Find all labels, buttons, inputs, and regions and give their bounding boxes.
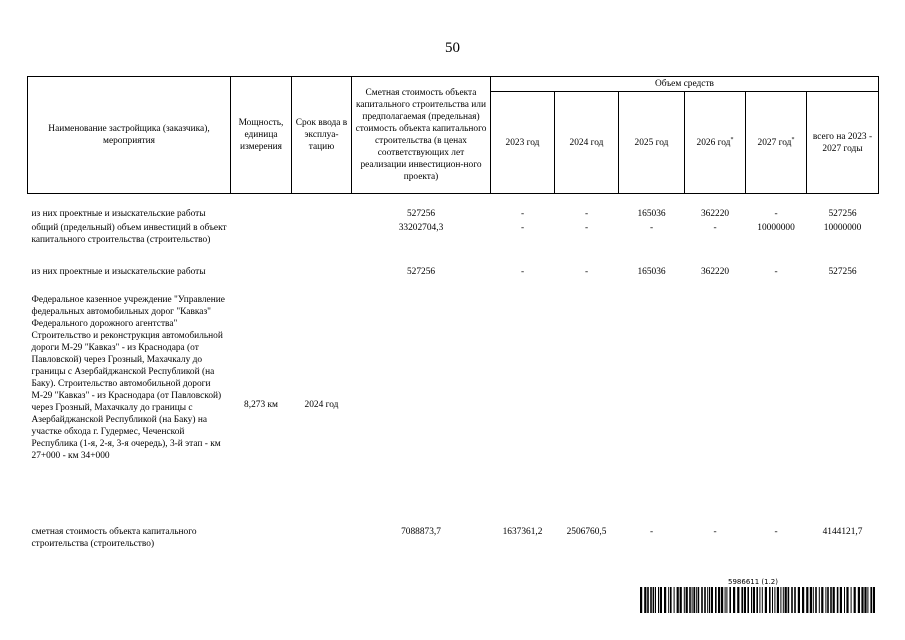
- header-total: всего на 2023 - 2027 годы: [807, 92, 879, 194]
- barcode-bar: [698, 587, 700, 613]
- barcode-bar: [658, 587, 659, 613]
- row-cost: [352, 294, 491, 516]
- barcode-bar: [718, 587, 720, 613]
- row-value: [555, 294, 619, 516]
- barcode-bar: [668, 587, 669, 613]
- barcode-bar: [830, 587, 832, 613]
- barcode-bar: [680, 587, 682, 613]
- barcode-bar: [762, 587, 763, 613]
- barcode-label: 5986611 (1.2): [728, 578, 778, 586]
- barcode-bar: [759, 587, 760, 613]
- barcode-bar: [788, 587, 790, 613]
- barcode-bar: [861, 587, 863, 613]
- barcode-bar: [751, 587, 752, 613]
- row-cost: 527256: [406, 266, 436, 277]
- barcode-bar: [733, 587, 735, 613]
- row-name: из них проектные и изыскательские работы: [31, 266, 206, 277]
- barcode-bar: [833, 587, 835, 613]
- barcode-bar: [726, 587, 727, 613]
- header-volume: Объем средств: [491, 77, 879, 92]
- barcode-bar: [693, 587, 695, 613]
- barcode-bar: [791, 587, 793, 613]
- barcode-bar: [802, 587, 804, 613]
- row-capacity: [231, 516, 292, 550]
- row-value: -: [584, 266, 589, 277]
- barcode-bar: [704, 587, 706, 613]
- barcode-bar: [815, 587, 817, 613]
- barcode-bar: [819, 587, 820, 613]
- barcode-bar: [677, 587, 679, 613]
- barcode-bar: [813, 587, 814, 613]
- barcode-bar: [858, 587, 860, 613]
- row-capacity: [231, 266, 292, 294]
- table-header: [28, 77, 879, 194]
- barcode-bar: [709, 587, 710, 613]
- barcode-bar: [837, 587, 839, 613]
- barcode-bar: [660, 587, 662, 613]
- table-body: [28, 194, 879, 550]
- header-year-2024: 2024 год: [555, 92, 619, 194]
- row-value: 527256: [828, 209, 857, 219]
- barcode-bar: [810, 587, 812, 613]
- barcode-bar: [846, 587, 848, 613]
- footnote-marker: *: [730, 136, 734, 143]
- row-value: 165036: [637, 209, 666, 219]
- barcode: [640, 578, 877, 614]
- row-value: 10000000: [757, 222, 795, 233]
- header-year-2023: 2023 год: [491, 92, 555, 194]
- barcode-bar: [647, 587, 649, 613]
- table-row: [28, 222, 879, 266]
- row-value: -: [649, 526, 654, 537]
- barcode-bar: [653, 587, 655, 613]
- row-value: -: [649, 222, 654, 233]
- barcode-bar: [780, 587, 781, 613]
- barcode-bar: [851, 587, 852, 613]
- header-deadline: Срок ввода в эксплуа-тацию: [292, 77, 352, 194]
- barcode-bar: [644, 587, 646, 613]
- row-name: общий (предельный) объем инвестиций в объект капитального строительства (строительство): [31, 222, 227, 245]
- row-capacity: [231, 222, 292, 266]
- row-value: -: [713, 526, 717, 537]
- barcode-bar: [785, 587, 787, 613]
- row-value: -: [520, 266, 525, 277]
- barcode-bar: [670, 587, 672, 613]
- row-value: 165036: [637, 266, 666, 277]
- barcode-bar: [844, 587, 845, 613]
- row-capacity: [231, 194, 292, 222]
- budget-table: [27, 76, 879, 550]
- row-deadline: [292, 222, 352, 266]
- barcode-bar: [684, 587, 685, 613]
- barcode-bar: [747, 587, 749, 613]
- row-value: -: [774, 526, 778, 537]
- table-row: [28, 194, 879, 222]
- row-value: -: [520, 222, 525, 233]
- row-value: -: [584, 209, 589, 219]
- barcode-bar: [756, 587, 758, 613]
- row-name: сметная стоимость объекта капитального строительства (строительство): [31, 526, 197, 549]
- row-value: 527256: [828, 266, 857, 277]
- barcode-bar: [692, 587, 693, 613]
- barcode-bar: [769, 587, 771, 613]
- row-cost: 7088873,7: [401, 526, 441, 537]
- barcode-bar: [744, 587, 746, 613]
- barcode-bar: [821, 587, 823, 613]
- row-capacity: 8,273 км: [244, 399, 278, 410]
- row-value: -: [774, 266, 778, 277]
- row-value: -: [520, 209, 525, 219]
- barcode-bar: [711, 587, 713, 613]
- barcode-bar: [840, 587, 842, 613]
- barcode-bar: [772, 587, 773, 613]
- header-name: Наименование застройщика (заказчика), мероприятия: [28, 77, 231, 194]
- barcode-bar: [765, 587, 767, 613]
- header-capacity: Мощность, единица измерения: [231, 77, 292, 194]
- header-year-2025: 2025 год: [619, 92, 685, 194]
- header-cost: Сметная стоимость объекта капитального строительства или предполагаемая (предельная) стоимость объекта капитального строительства (в ценах соответствующих лет реализации инвестицион-ного проекта): [352, 77, 491, 194]
- barcode-bar: [664, 587, 666, 613]
- row-name: из них проектные и изыскательские работы: [31, 209, 206, 219]
- barcode-bar: [655, 587, 656, 613]
- row-value: 2506760,5: [566, 526, 607, 537]
- row-deadline: [292, 516, 352, 550]
- header-year-2026: 2026 год*: [685, 92, 746, 194]
- row-value: [491, 294, 555, 516]
- table-row: [28, 266, 879, 294]
- barcode-bar: [715, 587, 717, 613]
- row-value: -: [713, 222, 717, 233]
- row-deadline: 2024 год: [304, 399, 339, 410]
- barcode-bar: [777, 587, 779, 613]
- barcode-bar: [707, 587, 708, 613]
- row-value: 1637361,2: [502, 526, 543, 537]
- row-value: 362220: [700, 266, 730, 277]
- barcode-bar: [827, 587, 829, 613]
- barcode-bar: [825, 587, 826, 613]
- barcode-bar: [721, 587, 723, 613]
- table-row: [28, 294, 879, 516]
- barcode-bar: [674, 587, 675, 613]
- barcode-bar: [640, 587, 642, 613]
- barcode-bar: [689, 587, 691, 613]
- barcode-bar: [696, 587, 697, 613]
- row-value: [619, 294, 685, 516]
- header-year-2027: 2027 год*: [746, 92, 807, 194]
- barcode-bar: [864, 587, 866, 613]
- page-number: 50: [445, 40, 460, 56]
- barcode-bar: [701, 587, 703, 613]
- barcode-bar: [873, 587, 875, 613]
- row-value: 10000000: [823, 222, 862, 233]
- row-name: Федеральное казенное учреждение "Управление федеральных автомобильных дорог "Кавказ" Федерального дорожного агентства" Строительство и реконструкция автомобильной дороги М-29 "Кавказ" - из Краснодара (от Павловской) через Грозный, Махачкалу до границы с Азербайджанской Республикой (на Баку). Строительство автомобильной дороги М-29 "Кавказ" - из Краснодара (от Павловской) через Грозный, Махачкалу до границы с Азербайджанской Республикой (на Баку) на участке обхода г. Гудермес, Чеченской Республика (1-я, 2-я, 3-я очередь), 3-й этап - км 27+000 - км 34+000: [31, 294, 225, 461]
- row-value: 362220: [700, 209, 730, 219]
- table-row: [28, 516, 879, 550]
- barcode-bar: [870, 587, 872, 613]
- row-deadline: [292, 194, 352, 222]
- barcode-bar: [753, 587, 755, 613]
- barcode-bar: [737, 587, 739, 613]
- barcode-bar: [650, 587, 652, 613]
- barcode-bar: [774, 587, 775, 613]
- row-value: -: [774, 209, 778, 219]
- row-value: [807, 294, 879, 516]
- barcode-bar: [867, 587, 868, 613]
- barcode-bar: [783, 587, 784, 613]
- row-value: 4144121,7: [822, 526, 863, 537]
- row-value: [685, 294, 746, 516]
- barcode-bar: [854, 587, 856, 613]
- row-deadline: [292, 266, 352, 294]
- barcode-image: [640, 587, 877, 613]
- row-value: [746, 294, 807, 516]
- barcode-bar: [729, 587, 731, 613]
- footnote-marker: *: [791, 136, 795, 143]
- barcode-bar: [741, 587, 743, 613]
- row-cost: 33202704,3: [398, 222, 444, 233]
- barcode-bar: [725, 587, 726, 613]
- barcode-bar: [806, 587, 808, 613]
- row-cost: 527256: [406, 209, 436, 219]
- row-value: -: [584, 222, 589, 233]
- barcode-bar: [798, 587, 800, 613]
- barcode-bar: [686, 587, 688, 613]
- barcode-bar: [794, 587, 796, 613]
